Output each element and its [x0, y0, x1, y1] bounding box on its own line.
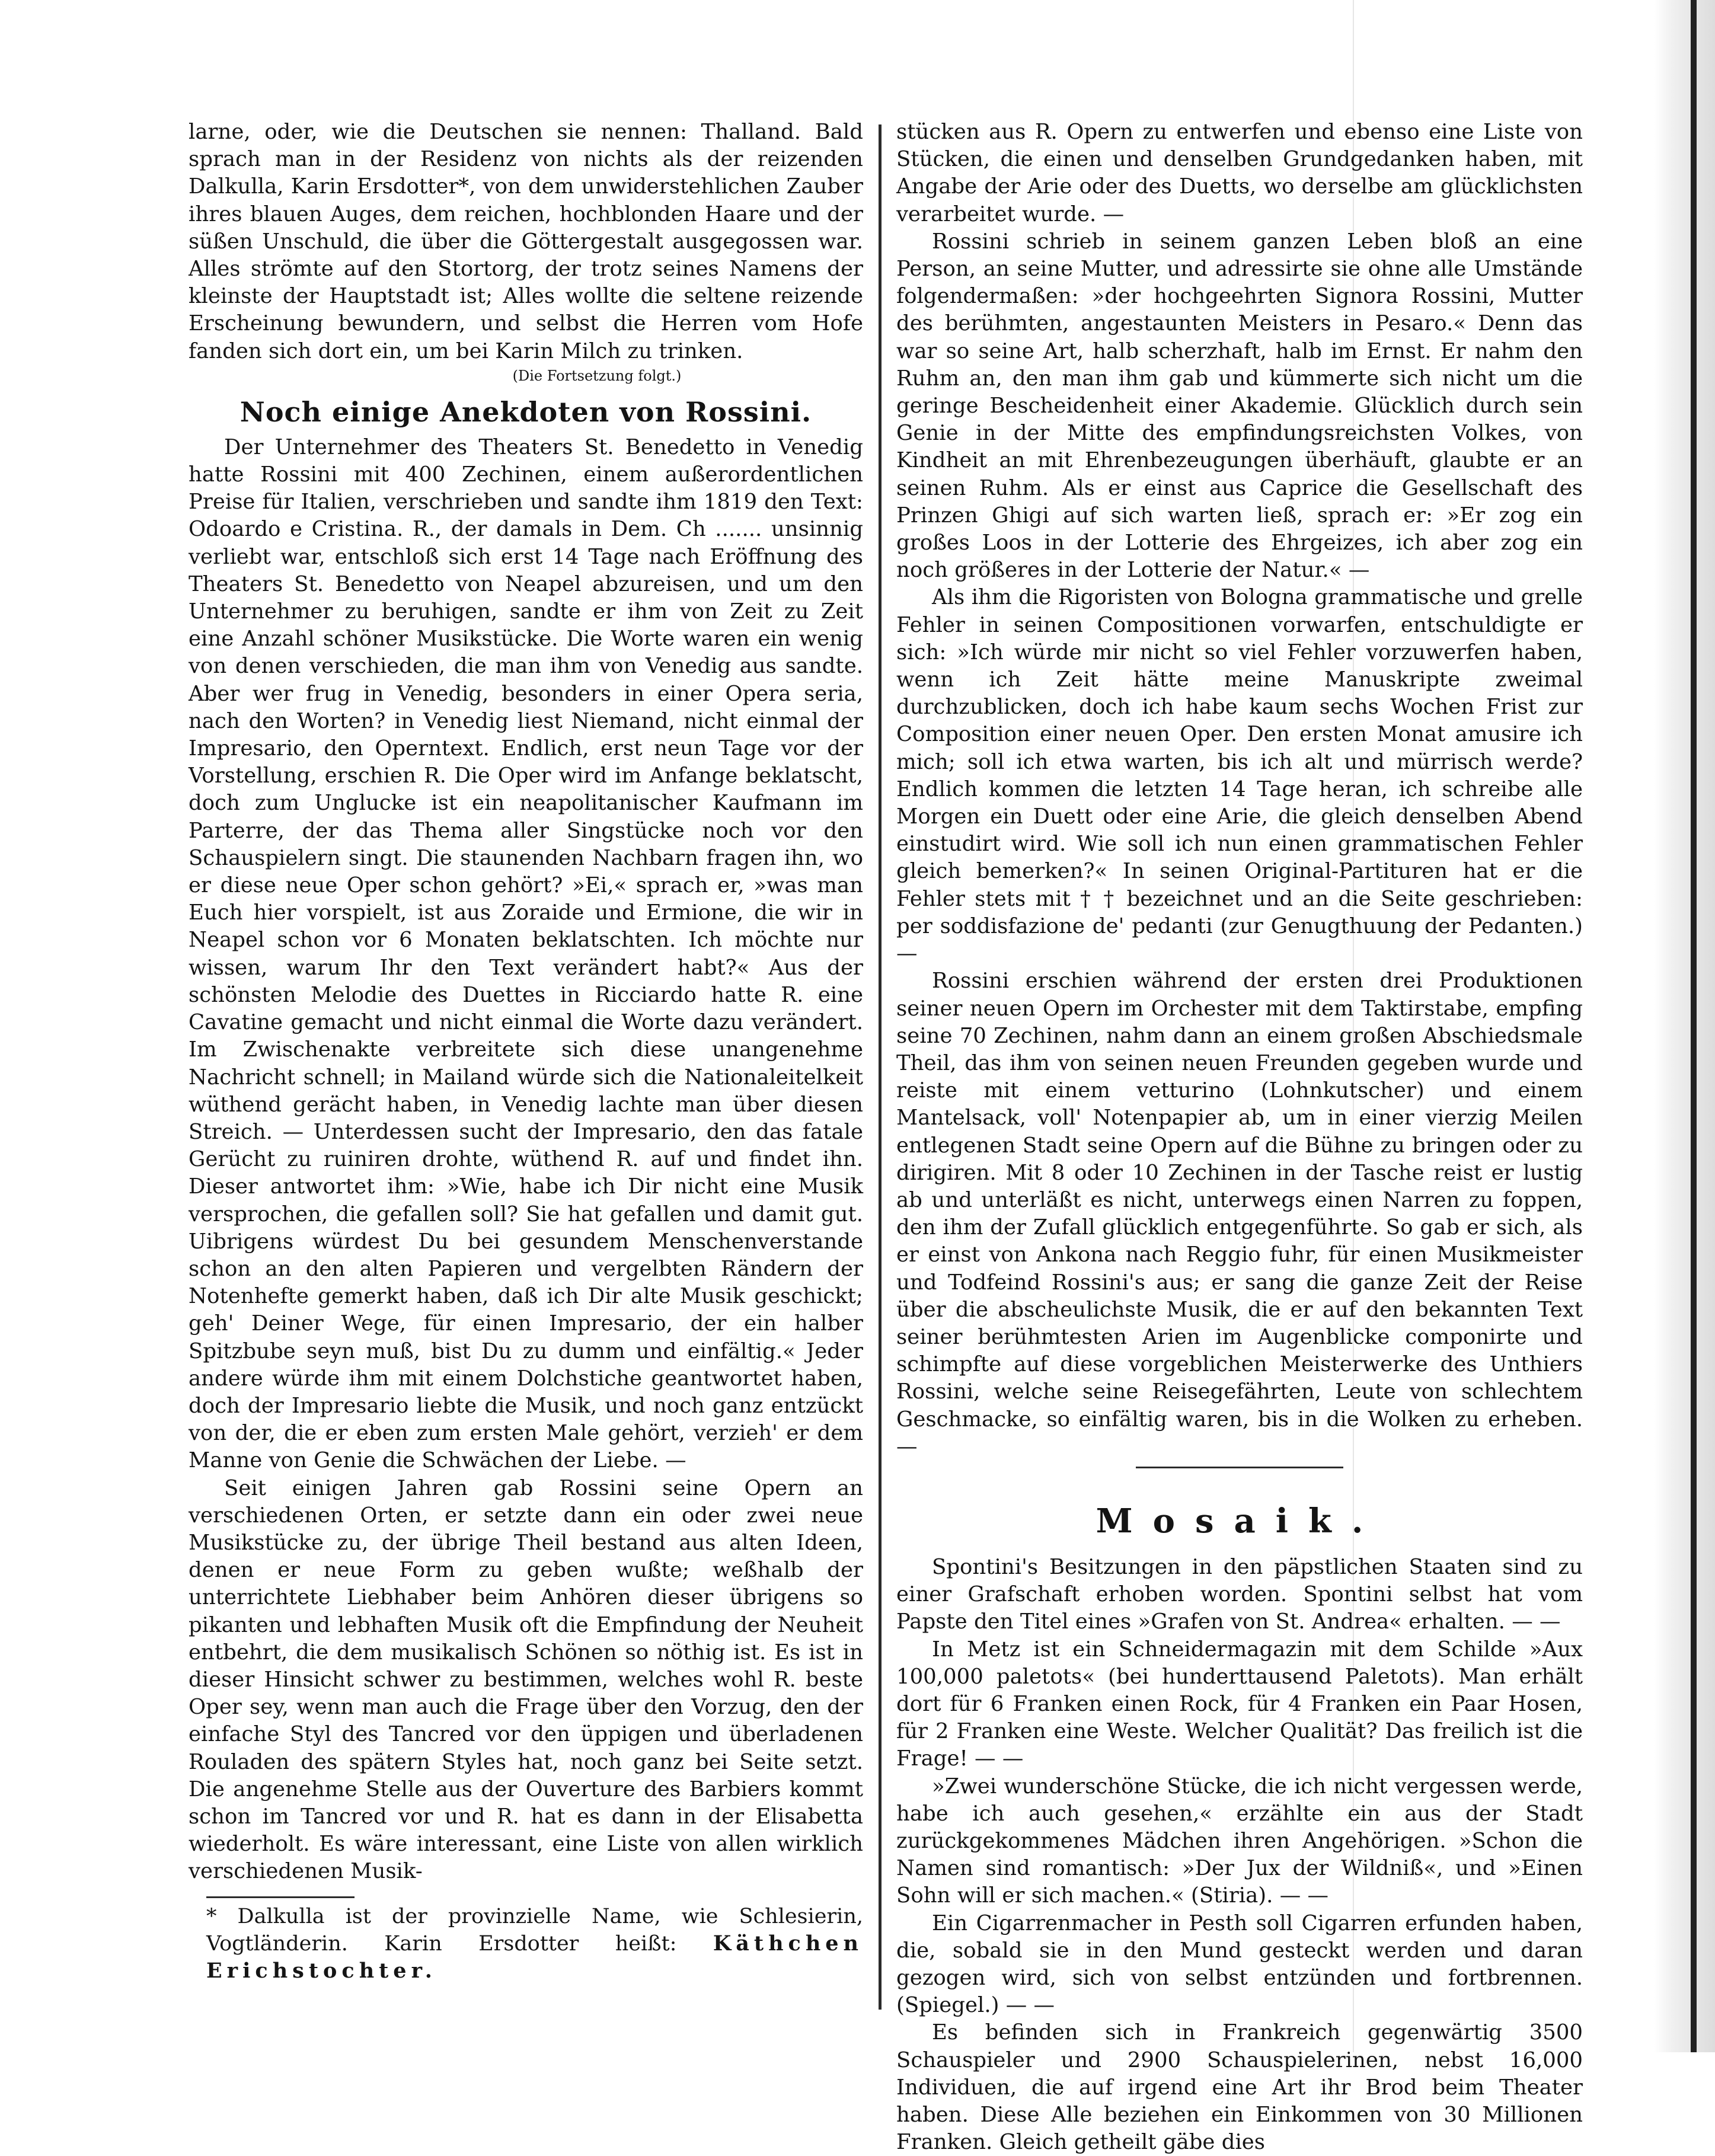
footnote-emphasis: Käthchen Erichstochter.: [206, 1931, 863, 1983]
footnote-text: * Dalkulla ist der provinzielle Name, wie Schlesierin, Vogtländerin. Karin Ersdotter heißt:: [206, 1904, 863, 1956]
right-column: [896, 119, 1583, 2156]
mosaic-item: Spontini's Besitzungen in den päpstlichen Staaten sind zu einer Grafschaft erhoben worden. Spontini selbst hat vom Papste den Titel eines »Grafen von St. Andrea« erhalten. — —: [896, 1554, 1583, 1634]
column-divider: [879, 124, 882, 2010]
article-paragraph: Seit einigen Jahren gab Rossini seine Opern an verschiedenen Orten, er setzte dann ein oder zwei neue Musikstücke zu, der übrige Theil bestand aus alten Ideen, denen er neue Form zu geben wußte; weßhalb der unterrichtete Liebhaber beim Anhören dieser übrigens so pikanten und lebhaften Musik oft die Empfindung der Neuheit entbehrt, die dem musikalisch Schönen so nöthig ist. Es ist in dieser Hinsicht schwer zu bestimmen, welches wohl R. beste Oper sey, wenn man auch die Frage über den Vorzug, den der einfache Styl des Tancred vor den üppigen und überladenen Rouladen des spätern Styles hat, noch ganz bei Seite setzt. Die angenehme Stelle aus der Ouverture des Barbiers kommt schon im Tancred vor und R. hat es dann in der Elisabetta wiederholt. Es wäre interessant, eine Liste von allen wirklich verschiedenen Musik-: [189, 1475, 863, 1884]
article-paragraph: Der Unternehmer des Theaters St. Benedetto in Venedig hatte Rossini mit 400 Zechinen, einem außerordentlichen Preise für Italien, verschrieben und sandte ihm 1819 den Text: Odoardo e Cristina. R., der damals in Dem. Ch ....... unsinnig verliebt war, entschloß sich erst 14 Tage nach Eröffnung des Theaters St. Benedetto von Neapel abzureisen, und um den Unternehmer zu beruhigen, sandte er ihm von Zeit zu Zeit eine Anzahl schöner Musikstücke. Die Worte waren ein wenig von denen verschieden, die man ihm von Venedig aus sandte. Aber wer frug in Venedig, besonders in einer Opera seria, nach den Worten? in Venedig liest Niemand, nicht einmal der Impresario, den Operntext. Endlich, erst neun Tage vor der Vorstellung, erschien R. Die Oper wird im Anfange beklatscht, doch zum Unglucke ist ein neapolitanischer Kaufmann im Parterre, der das Thema aller Singstücke noch vor den Schauspielern singt. Die staunenden Nachbarn fragen ihn, wo er diese neue Oper schon gehört? »Ei,« sprach er, »was man Euch hier vorspielt, ist aus Zoraide und Ermione, die wir in Neapel schon vor 6 Monaten beklatschten. Ich möchte nur wissen, warum Ihr den Text verändert habt?« Aus der schönsten Melodie des Duettes in Ricciardo hatte R. eine Cavatine gemacht und nicht einmal die Worte dazu verändert. Im Zwischenakte verbreitete sich diese unangenehme Nachricht schnell; in Mailand würde sich die Nationaleitelkeit wüthend gerächt haben, in Venedig lachte man über diesen Streich. — Unterdessen sucht der Impresario, den das fatale Gerücht zu ruiniren drohte, wüthend R. auf und findet ihn. Dieser antwortet ihm: »Wie, habe ich Dir nicht eine Musik versprochen, die gefallen soll? Sie hat gefallen und damit gut. Uibrigens würdest Du bei gesundem Menschenverstande schon an den alten Papieren und vergelbten Rändern der Notenhefte gemerkt haben, daß ich Dir alte Musik geschickt; geh' Deiner Wege, für einen Impresario, der ein halber Spitzbube seyn muß, bist Du zu dumm und einfältig.« Jeder andere würde ihm mit einem Dolchstiche geantwortet haben, doch der Impresario liebte die Musik, und noch ganz entzückt von der, die er eben zum ersten Male gehört, verzieh' er dem Manne von Genie die Schwächen der Liebe. —: [189, 435, 863, 1473]
left-column: [189, 119, 863, 1985]
footnote: [189, 1903, 863, 1985]
article-paragraph: Als ihm die Rigoristen von Bologna grammatische und grelle Fehler in seinen Compositionen vorwarfen, entschuldigte er sich: »Ich würde mir nicht so viel Fehler vorzuwerfen haben, wenn ich Zeit hätte meine Manuskripte zweimal durchzublicken, doch ich habe kaum sechs Wochen Frist zur Composition einer neuen Oper. Den ersten Monat amusire ich mich; soll ich etwa warten, bis ich alt und mürrisch werde? Endlich kommen die letzten 14 Tage heran, ich schreibe alle Morgen ein Duett oder eine Arie, die gleich denselben Abend einstudirt wird. Wie soll ich nun einen grammatischen Fehler gleich bemerken?« In seinen Original-Partituren hat er die Fehler stets mit † † bezeichnet und an die Seite geschrieben: per soddisfazione de' pedanti (zur Genugthuung der Pedanten.) —: [896, 585, 1583, 966]
article-paragraph: Rossini erschien während der ersten drei Produktionen seiner neuen Opern im Orchester mit dem Taktirstabe, empfing seine 70 Zechinen, nahm dann an einem großen Abschiedsmale Theil, das ihm von seinen neuen Freunden gegeben wurde und reiste mit einem vetturino (Lohnkutscher) und einem Mantelsack, voll' Notenpapier ab, um in einer vierzig Meilen entlegenen Stadt seine Opern auf die Bühne zu bringen oder zu dirigiren. Mit 8 oder 10 Zechinen in der Tasche reist er lustig ab und unterläßt es nicht, unterwegs einen Narren zu foppen, den ihm der Zufall glücklich entgegenführte. So gab er sich, als er einst von Ankona nach Reggio fuhr, für einen Musikmeister und Todfeind Rossini's aus; er sang die ganze Zeit der Reise über die abscheulichste Musik, die er auf den bekannten Text seiner berühmtesten Arien im Augenblicke componirte und schimpfte auf diese vorgeblichen Meisterwerke des Unthiers Rossini, welche seine Reisegefährten, Leute von schlechtem Geschmacke, so einfältig waren, bis in die Wolken zu erheben. —: [896, 969, 1583, 1459]
scan-margin-shadow: [1654, 0, 1715, 2052]
continuation-note: (Die Fortsetzung folgt.): [512, 367, 682, 384]
mosaic-item: Es befinden sich in Frankreich gegenwärtig 3500 Schauspieler und 2900 Schauspielerinen, nebst 16,000 Individuen, die auf irgend eine Art ihr Brod beim Theater haben. Diese Alle beziehen ein Einkommen von 30 Millionen Franken. Gleich getheilt gäbe dies: [896, 2020, 1583, 2155]
mosaic-item: »Zwei wunderschöne Stücke, die ich nicht vergessen werde, habe ich auch gesehen,« erzählte ein aus der Stadt zurückgekommenes Mädchen ihren Angehörigen. »Schon die Namen sind romantisch: »Der Jux der Wildniß«, und »Einen Sohn will er sich machen.« (Stiria). — —: [896, 1774, 1583, 1908]
section-divider: [1136, 1467, 1343, 1468]
article-paragraph: stücken aus R. Opern zu entwerfen und ebenso eine Liste von Stücken, die einen und denselben Grundgedanken haben, mit Angabe der Arie oder des Duetts, wo derselbe am glücklichsten verarbeitet wurde. —: [896, 120, 1583, 226]
mosaic-item: Ein Cigarrenmacher in Pesth soll Cigarren erfunden haben, die, sobald sie in den Mund gesteckt werden und daran gezogen wird, sich von selbst entzünden und fortbrennen. (Spiegel.) — —: [896, 1911, 1583, 2018]
footnote-divider: [206, 1896, 355, 1898]
section-title: Mosaik.: [1096, 1501, 1384, 1541]
article-title: Noch einige Anekdoten von Rossini.: [239, 395, 812, 428]
scan-edge-line: [1691, 0, 1697, 2052]
article-paragraph: Rossini schrieb in seinem ganzen Leben bloß an eine Person, an seine Mutter, und adressirte sie ohne alle Umstände folgendermaßen: »der hochgeehrten Signora Rossini, Mutter des berühmten, angestaunten Meisters in Pesaro.« Denn das war so seine Art, halb scherzhaft, halb im Ernst. Er nahm den Ruhm an, den man ihm gab und kümmerte sich nicht um die geringe Bescheidenheit einer Akademie. Glücklich durch sein Genie in der Mitte des empfindungsreichsten Volkes, von Kindheit an mit Ehrenbezeugungen überhäuft, glaubte er an seinen Ruhm. Als er einst aus Caprice die Gesellschaft des Prinzen Ghigi auf sich warten ließ, sprach er: »Er zog ein großes Loos in der Lotterie des Ehrgeizes, ich aber zog ein noch größeres in der Lotterie der Natur.« —: [896, 229, 1583, 583]
intro-paragraph: larne, oder, wie die Deutschen sie nennen: Thalland. Bald sprach man in der Residenz von nichts als der reizenden Dalkulla, Karin Ersdotter*, von dem unwiderstehlichen Zauber ihres blauen Auges, dem reichen, hochblonden Haare und der süßen Unschuld, die über die Göttergestalt ausgegossen war. Alles strömte auf den Stortorg, der trotz seines Namens der kleinste der Hauptstadt ist; Alles wollte die seltene reizende Erscheinung bewundern, und selbst die Herren vom Hofe fanden sich dort ein, um bei Karin Milch zu trinken.: [189, 120, 863, 363]
mosaic-item: In Metz ist ein Schneidermagazin mit dem Schilde »Aux 100,000 paletots« (bei hunderttausend Paletots). Man erhält dort für 6 Franken einen Rock, für 4 Franken ein Paar Hosen, für 2 Franken eine Weste. Welcher Qualität? Das freilich ist die Frage! — —: [896, 1637, 1583, 1771]
